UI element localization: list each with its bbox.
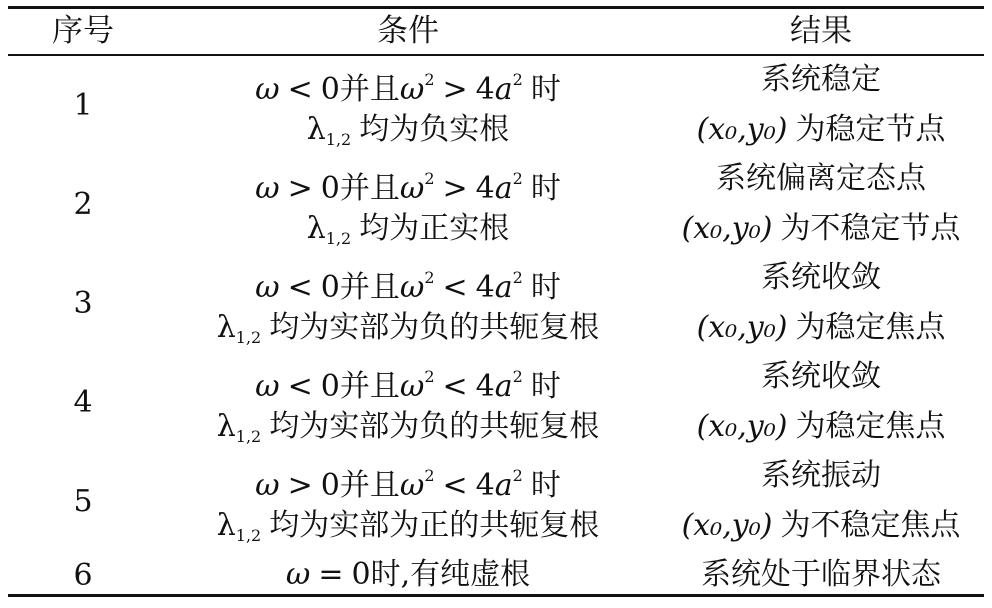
a-symbol: a <box>494 72 513 107</box>
relation: = <box>318 557 344 592</box>
condition-lambda <box>158 107 658 153</box>
lambda-subscript: 1,2 <box>235 327 262 347</box>
condition-tail: 时 <box>530 270 561 305</box>
omega-symbol: ω <box>255 468 280 503</box>
root-description: 均为实部为负的共轭复根 <box>269 408 600 444</box>
row-number: 6 <box>73 558 93 593</box>
exponent: 2 <box>424 466 435 485</box>
omega-symbol: ω <box>255 369 280 404</box>
result-text: 系统稳定 <box>761 62 881 97</box>
exponent: 2 <box>512 268 523 287</box>
relation: > <box>287 468 313 503</box>
zero: 0 <box>351 557 371 592</box>
omega-symbol: ω <box>399 72 425 107</box>
condition-tail: 时 <box>530 369 561 404</box>
row-number: 4 <box>73 385 93 420</box>
omega-symbol: ω <box>255 171 280 206</box>
lambda-symbol: λ <box>306 210 326 246</box>
omega-symbol: ω <box>285 557 311 592</box>
lambda-symbol: λ <box>306 111 326 147</box>
omega-symbol: ω <box>399 171 425 206</box>
row-number: 3 <box>73 286 93 321</box>
relation: < <box>287 72 313 107</box>
coefficient: 4 <box>475 72 495 107</box>
condition-omega <box>158 57 658 107</box>
result-text: 系统处于临界状态 <box>701 557 941 592</box>
relation: < <box>442 369 468 404</box>
a-symbol: a <box>494 369 513 404</box>
condition-omega <box>158 453 658 503</box>
relation: > <box>287 171 313 206</box>
result-point <box>658 404 984 450</box>
coefficient: 4 <box>475 270 495 305</box>
root-description: 均为实部为负的共轭复根 <box>269 309 600 345</box>
coefficient: 4 <box>475 468 495 503</box>
point-type: 为稳定节点 <box>795 111 946 147</box>
omega-symbol: ω <box>255 270 280 305</box>
equilibrium-point: (x₀,y₀) <box>681 507 773 543</box>
header-condition: 条件 <box>377 13 439 49</box>
exponent: 2 <box>424 169 435 188</box>
lambda-subscript: 1,2 <box>235 426 262 446</box>
zero: 0 <box>320 369 340 404</box>
condition-tail: 时 <box>530 72 561 107</box>
exponent: 2 <box>512 466 523 485</box>
relation: < <box>442 270 468 305</box>
equilibrium-point: (x₀,y₀) <box>696 111 788 147</box>
condition-tail: 时 <box>530 171 561 206</box>
row-number: 5 <box>73 484 93 519</box>
header-result: 结果 <box>790 13 852 49</box>
lambda-subscript: 1,2 <box>325 129 352 149</box>
point-type: 为不稳定节点 <box>780 210 961 246</box>
omega-symbol: ω <box>255 72 280 107</box>
a-symbol: a <box>494 171 513 206</box>
condition-omega <box>158 156 658 206</box>
coefficient: 4 <box>475 171 495 206</box>
relation: < <box>287 270 313 305</box>
root-description: 均为实部为正的共轭复根 <box>269 507 600 543</box>
point-type: 为不稳定焦点 <box>780 507 961 543</box>
root-description: 均为正实根 <box>359 210 510 246</box>
relation: > <box>442 72 468 107</box>
row-number: 2 <box>73 187 93 222</box>
condition-lambda <box>158 404 658 450</box>
equilibrium-point: (x₀,y₀) <box>696 309 788 345</box>
exponent: 2 <box>424 268 435 287</box>
relation: < <box>287 369 313 404</box>
lambda-symbol: λ <box>216 408 236 444</box>
zero: 0 <box>320 72 340 107</box>
conjunction: 并且 <box>339 171 400 206</box>
row-number: 1 <box>73 88 93 123</box>
point-type: 为稳定焦点 <box>795 408 946 444</box>
relation: > <box>442 171 468 206</box>
conjunction: 并且 <box>339 270 400 305</box>
root-description: 均为负实根 <box>359 111 510 147</box>
zero: 0 <box>320 270 340 305</box>
coefficient: 4 <box>475 369 495 404</box>
conjunction: 并且 <box>339 72 400 107</box>
condition-omega <box>158 354 658 404</box>
equilibrium-point: (x₀,y₀) <box>696 408 788 444</box>
result-point <box>658 305 984 351</box>
result-point <box>658 107 984 153</box>
exponent: 2 <box>424 70 435 89</box>
exponent: 2 <box>512 367 523 386</box>
condition-lambda <box>158 503 658 549</box>
result-point <box>658 206 984 252</box>
result-text: 系统振动 <box>761 458 881 493</box>
equilibrium-point: (x₀,y₀) <box>681 210 773 246</box>
result-text: 系统收敛 <box>761 359 881 394</box>
condition-tail: 时,有纯虚根 <box>370 557 531 592</box>
lambda-subscript: 1,2 <box>235 525 262 545</box>
result-text: 系统偏离定态点 <box>716 161 926 196</box>
result-point <box>658 503 984 549</box>
condition-lambda <box>158 206 658 252</box>
exponent: 2 <box>512 70 523 89</box>
condition-tail: 时 <box>530 468 561 503</box>
top-rule <box>8 6 984 9</box>
condition-lambda <box>158 305 658 351</box>
zero: 0 <box>320 171 340 206</box>
condition-omega <box>158 552 658 598</box>
bottom-rule <box>8 594 984 597</box>
omega-symbol: ω <box>399 270 425 305</box>
omega-symbol: ω <box>399 468 425 503</box>
a-symbol: a <box>494 468 513 503</box>
point-type: 为稳定焦点 <box>795 309 946 345</box>
condition-omega <box>158 255 658 305</box>
header-index: 序号 <box>52 13 114 49</box>
conjunction: 并且 <box>339 468 400 503</box>
conjunction: 并且 <box>339 369 400 404</box>
omega-symbol: ω <box>399 369 425 404</box>
zero: 0 <box>320 468 340 503</box>
lambda-subscript: 1,2 <box>325 228 352 248</box>
relation: < <box>442 468 468 503</box>
lambda-symbol: λ <box>216 309 236 345</box>
exponent: 2 <box>424 367 435 386</box>
a-symbol: a <box>494 270 513 305</box>
lambda-symbol: λ <box>216 507 236 543</box>
result-text: 系统收敛 <box>761 260 881 295</box>
exponent: 2 <box>512 169 523 188</box>
